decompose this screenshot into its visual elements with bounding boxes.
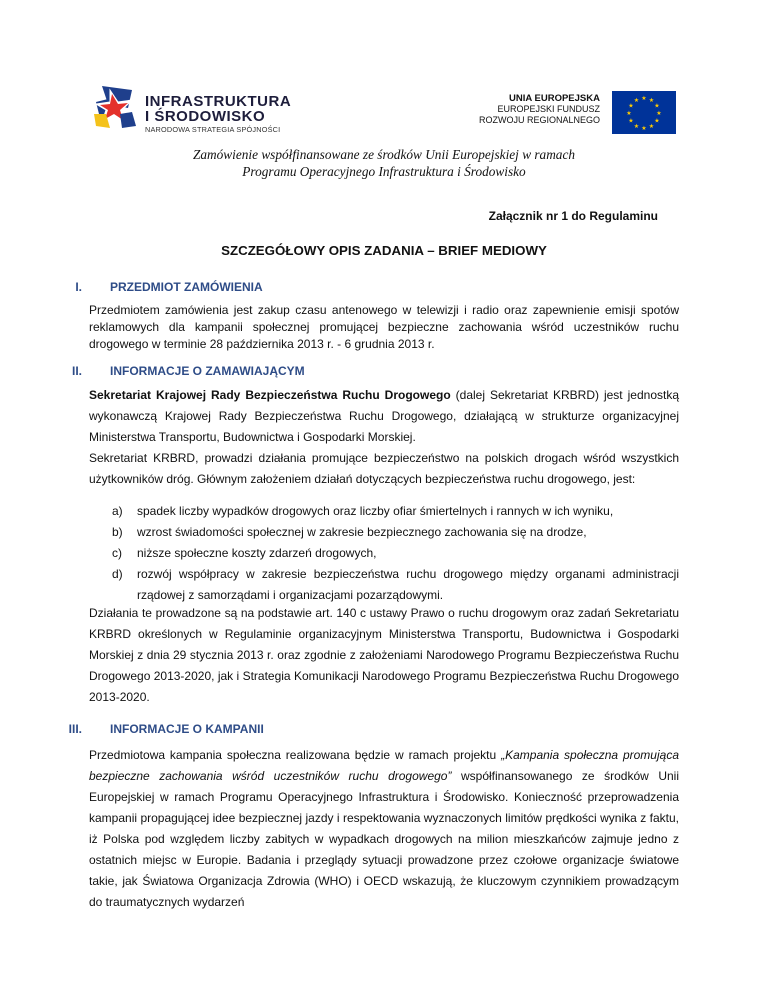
section-2-legal-basis: [89, 603, 679, 708]
eu-line3: ROZWOJU REGIONALNEGO: [478, 115, 600, 125]
list-letter: c): [112, 546, 122, 560]
svg-text:★: ★: [633, 97, 640, 104]
list-item: [89, 522, 679, 543]
list-item: [89, 564, 679, 606]
section-2-paragraph-1: [89, 385, 679, 448]
svg-text:★: ★: [654, 117, 660, 125]
list-letter: d): [112, 567, 123, 581]
infrastruktura-logo: [92, 84, 292, 134]
svg-text:★: ★: [641, 95, 647, 102]
cofinance-note: [0, 146, 768, 180]
svg-text:★: ★: [648, 123, 655, 130]
eu-logo-text: [479, 93, 600, 126]
annex-label: Załącznik nr 1 do Regulaminu: [488, 209, 658, 223]
eu-line2: EUROPEJSKI FUNDUSZ: [497, 104, 600, 114]
svg-text:★: ★: [628, 102, 634, 110]
svg-text:★: ★: [633, 123, 640, 130]
svg-text:★: ★: [626, 110, 632, 117]
section-3-title: INFORMACJE O KAMPANII: [110, 722, 264, 736]
goals-list: [89, 501, 679, 606]
svg-text:★: ★: [641, 125, 647, 132]
list-item: [89, 501, 679, 522]
svg-text:★: ★: [648, 97, 655, 104]
logo-subtitle: NARODOWA STRATEGIA SPÓJNOŚCI: [145, 125, 281, 134]
cofinance-line1: Zamówienie współfinansowane ze środków Unii Europejskiej w ramach: [192, 147, 576, 162]
cofinance-line2: Programu Operacyjnego Infrastruktura i Środowisko: [242, 164, 526, 179]
section-2-paragraph-2: Sekretariat KRBRD, prowadzi działania promujące bezpieczeństwo na polskich drogach wśród wszystkich użytkowników dróg. Głównym założeniem działań dotyczących bezpieczeństwa ruchu drogowego, jest:: [89, 451, 679, 486]
list-text: niższe społeczne koszty zdarzeń drogowych,: [137, 546, 377, 560]
list-text: wzrost świadomości społecznej w zakresie bezpiecznego zachowania się na drodze,: [137, 525, 587, 539]
list-text: spadek liczby wypadków drogowych oraz liczby ofiar śmiertelnych i rannych w ich wyniku,: [137, 504, 614, 518]
section-3-paragraph: [89, 745, 679, 913]
list-text: rozwój współpracy w zakresie bezpieczeństwa ruchu drogowego między organami administracji rządowej z samorządami i organizacjami pozarządowymi.: [137, 567, 679, 602]
section-3-number: III.: [68, 722, 82, 736]
project-name: „Kampania społeczna promująca bezpieczne zachowania wśród uczestników ruchu drogowego”: [89, 748, 679, 783]
logo-title-line2: I ŚRODOWISKO: [145, 108, 266, 125]
svg-text:★: ★: [654, 102, 660, 110]
section-1-paragraph: [89, 302, 679, 353]
section-1-number: I.: [75, 280, 82, 294]
logo-title-line1: INFRASTRUKTURA: [145, 93, 292, 110]
eu-flag-icon: [612, 91, 676, 134]
document-title: SZCZEGÓŁOWY OPIS ZADANIA – BRIEF MEDIOWY: [221, 243, 547, 258]
section-1-text: Przedmiotem zamówienia jest zakup czasu antenowego w telewizji i radio oraz zapewnienie emisji spotów reklamowych dla kampanii społecznej promującej bezpieczne zachowania wśród uczestników ruchu drogowego w terminie 28 października 2013 r. - 6 grudnia 2013 r.: [89, 303, 679, 351]
krbrd-description: (dalej Sekretariat KRBRD) jest jednostką wykonawczą Krajowej Rady Bezpieczeństwa Ruchu Drogowego, działającą w strukturze organizacyjnej Ministerstwa Transportu, Budownictwa i Gospodarki Morskiej.: [89, 388, 679, 444]
section-3-text: [89, 745, 679, 913]
section-2-paragraph-3: Działania te prowadzone są na podstawie art. 140 c ustawy Prawo o ruchu drogowym oraz zadań Sekretariatu KRBRD określonych w Regulaminie organizacyjnym Ministerstwa Transportu, Budownictwa i Gospodarki Morskiej z dnia 29 stycznia 2013 r. oraz zgodnie z założeniami Narodowego Programu Bezpieczeństwa Ruchu Drogowego 2013-2020, jak i Strategia Komunikacji Narodowego Programu Bezpieczeństwa Ruchu Drogowego 2013-2020.: [89, 606, 679, 704]
list-item: [89, 543, 679, 564]
section-2-number: II.: [71, 364, 82, 378]
section-1-title: PRZEDMIOT ZAMÓWIENIA: [110, 280, 263, 294]
campaign-intro: Przedmiotowa kampania społeczna realizowana będzie w ramach projektu: [89, 748, 502, 762]
svg-text:★: ★: [628, 117, 634, 125]
list-letter: b): [112, 525, 123, 539]
krbrd-name: Sekretariat Krajowej Rady Bezpieczeństwa Ruchu Drogowego: [89, 388, 451, 402]
list-letter: a): [112, 504, 123, 518]
ois-emblem-icon: [92, 84, 138, 130]
campaign-description: współfinansowanego ze środków Unii Europejskiej w ramach Programu Operacyjnego Infrastruktura i Środowisko. Konieczność przeprowadzenia kampanii propagującej idee bezpiecznej jazdy i respektowania wyznaczonych limitów prędkości wynika z faktu, iż Polska pod względem liczby zabitych w wypadkach drogowych na milion mieszkańców zajmuje jedno z ostatnich miejsc w Europie. Badania i przeglądy sytuacji prowadzone przez czołowe organizacje światowe takie, jak Światowa Organizacja Zdrowia (WHO) i OECD wskazują, że kluczowym czynnikiem prowadzącym do traumatycznych wydarzeń: [89, 769, 679, 909]
section-2-title: INFORMACJE O ZAMAWIAJĄCYM: [110, 364, 305, 378]
svg-text:★: ★: [656, 110, 662, 117]
section-2-intro: [89, 385, 679, 490]
eu-line1: UNIA EUROPEJSKA: [509, 93, 600, 104]
